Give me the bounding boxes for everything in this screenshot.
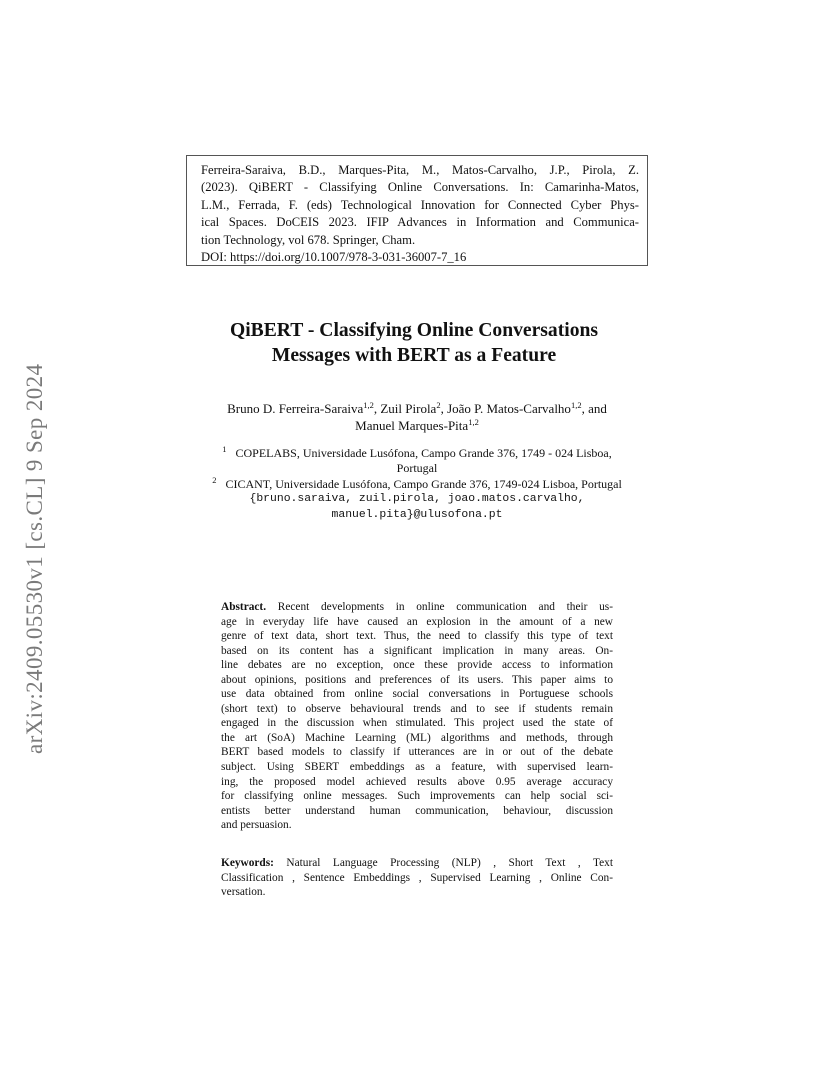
citation-line: ical Spaces. DoCEIS 2023. IFIP Advances in Information and Communica- bbox=[201, 215, 639, 230]
author-emails-line-1: {bruno.saraiva, zuil.pirola, joao.matos.carvalho, bbox=[249, 493, 585, 506]
abstract-line: based on its content has a significant implication in many areas. On- bbox=[221, 644, 613, 657]
keywords-line: versation. bbox=[221, 886, 266, 899]
author-name: João P. Matos-Carvalho bbox=[447, 401, 571, 416]
abstract-line: use data obtained from online social conversations in Portuguese schools bbox=[221, 688, 613, 701]
affiliation-2-line-1 bbox=[186, 474, 648, 492]
paper-title bbox=[214, 318, 614, 368]
abstract-line: line debates are no exception, once these provide access to information bbox=[221, 659, 613, 672]
abstract-text: Recent developments in online communication and their us- bbox=[277, 601, 613, 613]
author-affiliation-mark: 2 bbox=[436, 400, 441, 410]
affiliation-block bbox=[186, 446, 648, 523]
author-line-1: Bruno D. Ferreira-Saraiva$^{1,2}$, Zuil Pirola$^2$, João P. Matos-Carvalho$^{1,2}$, and bbox=[227, 400, 607, 416]
affiliation-text: COPELABS, Universidade Lusófona, Campo Grande 376, 1749 - 024 Lisboa, bbox=[235, 446, 612, 460]
abstract-line: (short text) to observe behavioural trends and to see if students remain bbox=[221, 702, 613, 715]
author-affiliation-mark: 1,2 bbox=[570, 400, 582, 410]
keywords bbox=[221, 856, 613, 900]
citation-line: Ferreira-Saraiva, B.D., Marques-Pita, M., Matos-Carvalho, J.P., Pirola, Z. bbox=[201, 163, 639, 177]
citation-line: tion Technology, vol 678. Springer, Cham. bbox=[201, 232, 416, 247]
abstract-line: age in everyday life have caused an explosion in the amount of a new bbox=[221, 615, 613, 628]
affiliation-1-line-2: Portugal bbox=[396, 461, 438, 476]
author-line-2 bbox=[186, 417, 648, 434]
citation-box bbox=[186, 155, 648, 266]
abstract-line: about opinions, positions and preferences of its users. This paper aims to bbox=[221, 673, 613, 686]
author-list bbox=[186, 400, 648, 434]
arxiv-identifier-stamp: arXiv:2409.05530v1 [cs.CL] 9 Sep 2024 bbox=[22, 363, 47, 754]
abstract-line: genre of text data, short text. Thus, the need to classify this type of text bbox=[221, 630, 613, 643]
affiliation-mark: 1 bbox=[222, 444, 227, 454]
abstract-line: BERT based models to classify if utterances are in or out of the debate bbox=[221, 746, 613, 759]
abstract-line bbox=[221, 600, 613, 615]
paper-title-line-2: Messages with BERT as a Feature bbox=[271, 345, 557, 366]
author-name: Zuil Pirola bbox=[380, 401, 437, 416]
abstract-line: engaged in the discussion when stimulated. This project used the state of bbox=[221, 717, 613, 730]
abstract-line: subject. Using SBERT embeddings as a feature, with supervised learn- bbox=[221, 761, 613, 774]
author-affiliation-mark: 1,2 bbox=[363, 400, 374, 410]
abstract bbox=[221, 600, 613, 833]
author-name: Bruno D. Ferreira-Saraiva bbox=[227, 401, 364, 416]
abstract-line: entists better understand human communication, behaviour, discussion bbox=[221, 804, 613, 817]
abstract-heading: Abstract. bbox=[221, 601, 267, 613]
keywords-line bbox=[221, 856, 613, 871]
author-conjunction: , and bbox=[581, 401, 607, 416]
affiliation-mark: 2 bbox=[212, 474, 217, 485]
affiliation-text: CICANT, Universidade Lusófona, Campo Grande 376, 1749-024 Lisboa, Portugal bbox=[225, 476, 622, 491]
author-name: Manuel Marques-Pita bbox=[355, 418, 469, 433]
paper-title-line-1: QiBERT - Classifying Online Conversations bbox=[229, 320, 599, 341]
author-affiliation-mark: 1,2 bbox=[468, 417, 479, 427]
citation-line: L.M., Ferrada, F. (eds) Technological Innovation for Connected Cyber Phys- bbox=[201, 197, 639, 212]
keywords-heading: Keywords: bbox=[221, 857, 274, 869]
keywords-line: Classification , Sentence Embeddings , Supervised Learning , Online Con- bbox=[221, 871, 613, 884]
abstract-line: for classifying online messages. Such improvements can help social sci- bbox=[221, 790, 613, 803]
abstract-line: the art (SoA) Machine Learning (ML) algorithms and methods, through bbox=[221, 731, 613, 744]
keywords-text: Natural Language Processing (NLP) , Short Text , Text bbox=[286, 857, 613, 869]
abstract-line: and persuasion. bbox=[221, 819, 292, 832]
affiliation-1-line-1 bbox=[186, 446, 648, 461]
citation-line: (2023). QiBERT - Classifying Online Conversations. In: Camarinha-Matos, bbox=[201, 180, 639, 195]
citation-doi: DOI: https://doi.org/10.1007/978-3-031-36007-7_16 bbox=[201, 250, 467, 265]
author-emails-line-2: manuel.pita}@ulusofona.pt bbox=[331, 508, 503, 521]
abstract-line: ing, the proposed model achieved results above 0.95 average accuracy bbox=[221, 775, 613, 788]
